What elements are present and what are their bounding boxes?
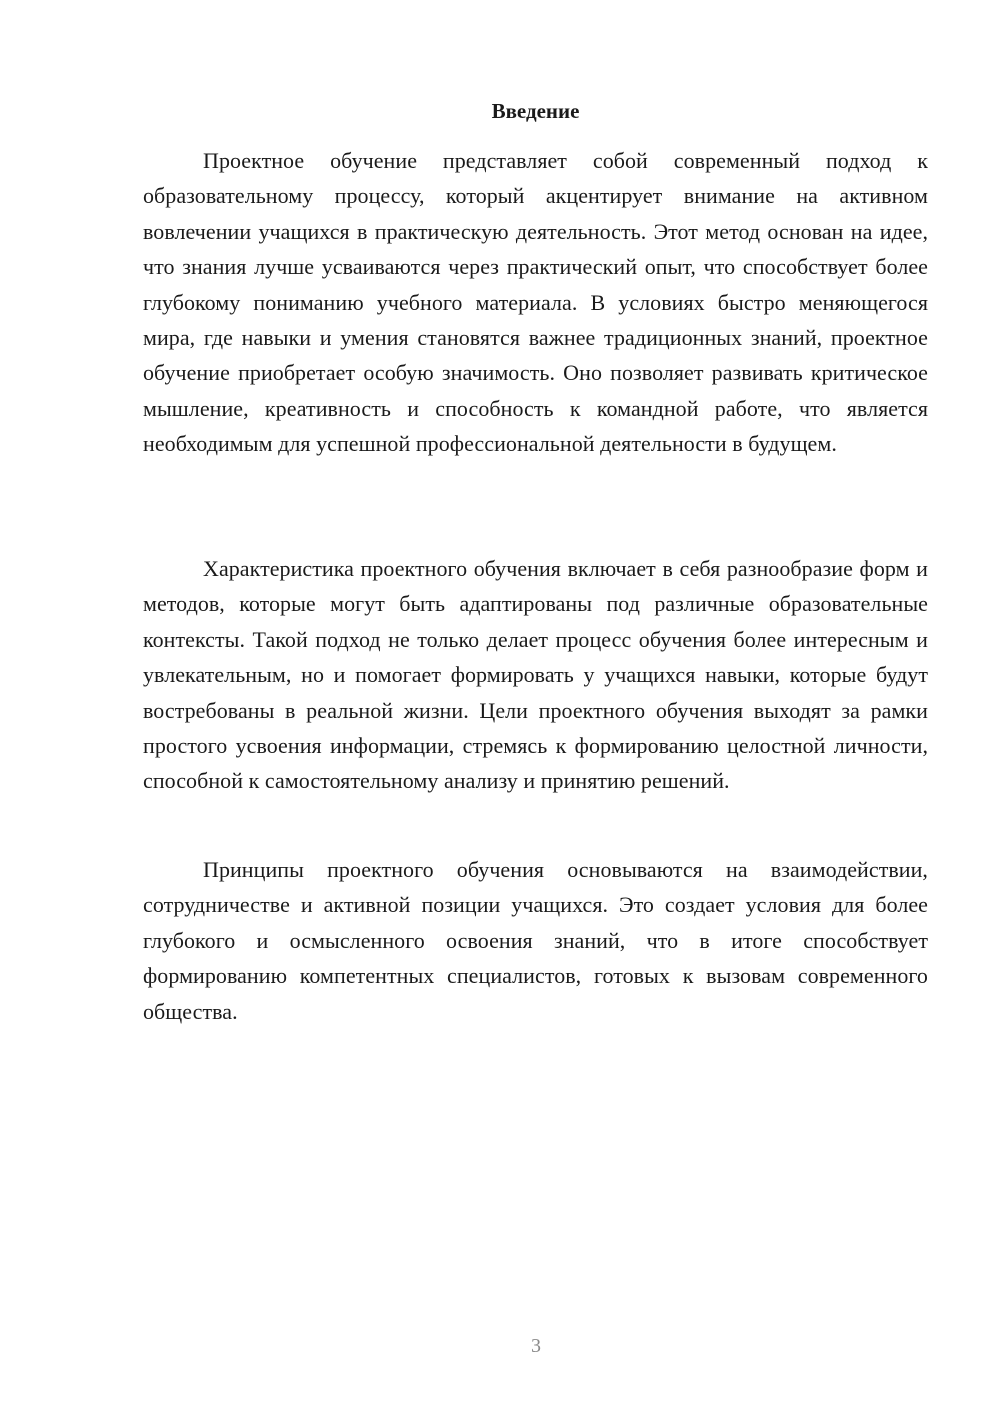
page-number: 3 bbox=[531, 1335, 541, 1357]
paragraph-characteristics: Характеристика проектного обучения включает в себя разнообразие форм и методов, которые могут быть адаптированы под различные образовательные контексты. Такой подход не только делает процесс обучения более интересным и увлекательным, но и помогает формировать у учащихся навыки, которые будут востребованы в реальной жизни. Цели проектного обучения выходят за рамки простого усвоения информации, стремясь к формированию целостной личности, способной к самостоятельному анализу и принятию решений. bbox=[143, 556, 928, 794]
section-title: Введение bbox=[491, 99, 580, 123]
paragraph-introduction: Проектное обучение представляет собой современный подход к образовательному процессу, который акцентирует внимание на активном вовлечении учащихся в практическую деятельность. Этот метод основан на идее, что знания лучше усваиваются через практический опыт, что способствует более глубокому пониманию учебного материала. В условиях быстро меняющегося мира, где навыки и умения становятся важнее традиционных знаний, проектное обучение приобретает особую значимость. Оно позволяет развивать критическое мышление, креативность и способность к командной работе, что является необходимым для успешной профессиональной деятельности в будущем. bbox=[143, 148, 928, 457]
paragraph-principles: Принципы проектного обучения основываются на взаимодействии, сотрудничестве и активной позиции учащихся. Это создает условия для более глубокого и осмысленного освоения знаний, что в итоге способствует формированию компетентных специалистов, готовых к вызовам современного общества. bbox=[143, 857, 928, 1024]
